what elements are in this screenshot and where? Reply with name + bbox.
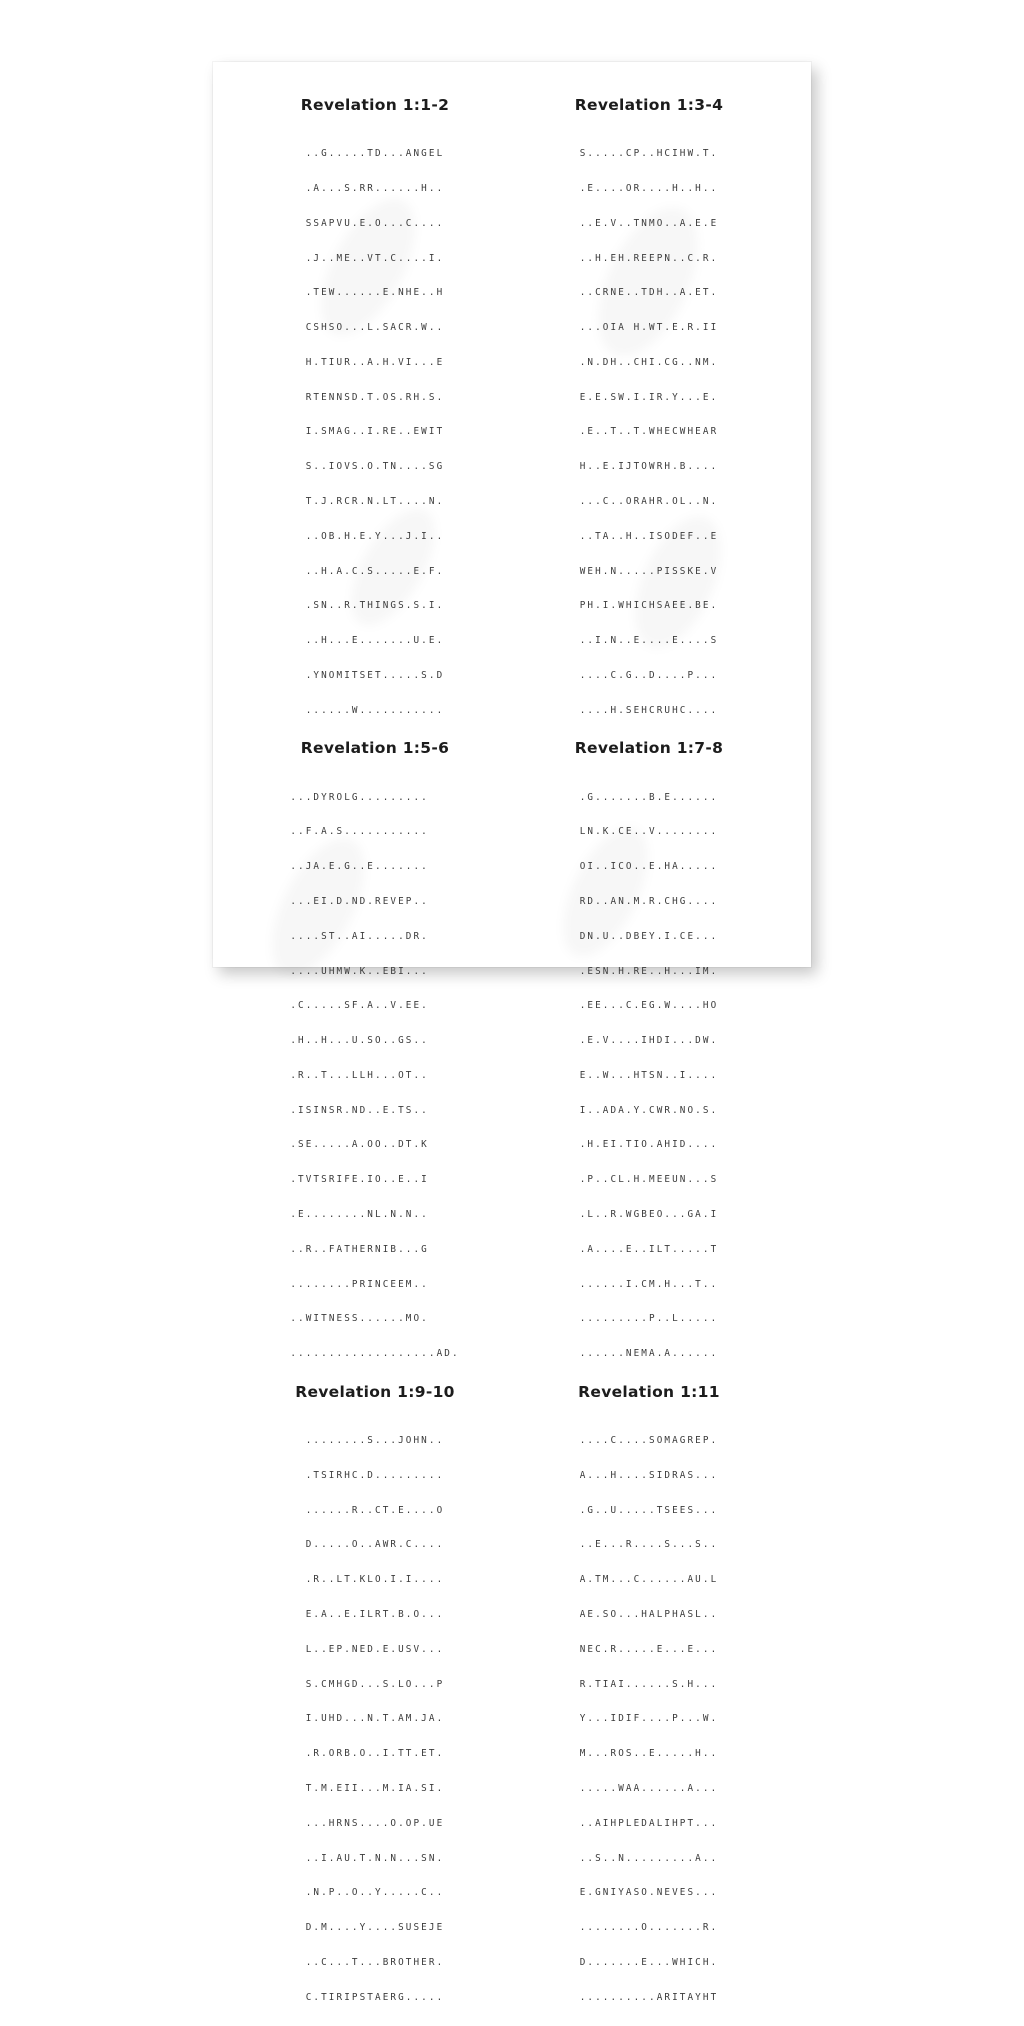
- grid-row: ..TA..H..ISODEF..E: [579, 530, 719, 542]
- grid-row: M...ROS..E.....H..: [579, 1748, 719, 1760]
- puzzle-block: [515, 96, 783, 739]
- grid-row: A.TM...C......AU.L: [579, 1574, 719, 1586]
- grid-row: ......I.CM.H...T..: [579, 1278, 719, 1290]
- grid-row: R.TIAI......S.H...: [579, 1678, 719, 1690]
- puzzle-title: Revelation 1:7-8: [574, 739, 724, 758]
- grid-row: ..R..FATHERNIB...G: [290, 1243, 429, 1255]
- grid-row: WEH.N.....PISSKE.V: [579, 565, 719, 577]
- grid-row: ..WITNESS......MO.: [290, 1313, 429, 1325]
- grid-row: CSHSO...L.SACR.W..: [305, 322, 445, 334]
- grid-row: D.....O..AWR.C....: [305, 1539, 445, 1551]
- puzzle-letter-grid: [290, 768, 459, 1382]
- grid-row: ........PRINCEEM..: [290, 1278, 429, 1290]
- grid-row: NEC.R.....E...E...: [579, 1643, 719, 1655]
- grid-row: .........P..L.....: [579, 1313, 719, 1325]
- puzzle-block: [515, 1383, 783, 2026]
- grid-row: .C.....SF.A..V.EE.: [290, 1000, 429, 1012]
- grid-row: PH.I.WHICHSAEE.BE.: [579, 600, 719, 612]
- grid-row: .TVTSRIFE.IO..E..I: [290, 1174, 429, 1186]
- grid-row: ....H.SEHCRUHC....: [579, 704, 719, 716]
- grid-row: ..H...E.......U.E.: [305, 635, 445, 647]
- grid-row: E.GNIYASO.NEVES...: [579, 1887, 719, 1899]
- grid-row: .N.DH..CHI.CG..NM.: [579, 356, 719, 368]
- grid-row: .EE...C.EG.W....HO: [579, 1000, 719, 1012]
- grid-row: .TEW......E.NHE..H: [305, 287, 445, 299]
- grid-row: ....ST..AI.....DR.: [290, 930, 429, 942]
- grid-row: ..JA.E.G..E.......: [290, 861, 429, 873]
- puzzle-letter-grid: [580, 125, 719, 739]
- puzzle-block: [241, 739, 509, 1382]
- grid-row: D.......E...WHICH.: [579, 1956, 719, 1968]
- grid-row: .J..ME..VT.C....I.: [305, 252, 445, 264]
- grid-row: ..F.A.S...........: [290, 826, 429, 838]
- grid-row: ..C...T...BROTHER.: [305, 1956, 445, 1968]
- puzzle-title: Revelation 1:9-10: [295, 1382, 455, 1401]
- grid-row: Y...IDIF....P...W.: [579, 1713, 719, 1725]
- grid-row: .R..T...LLH...OT..: [290, 1069, 429, 1081]
- grid-row: ..S..N.........A..: [579, 1852, 719, 1864]
- grid-row: .R..LT.KLO.I.I....: [305, 1574, 445, 1586]
- grid-row: ...C..ORAHR.OL..N.: [579, 496, 719, 507]
- puzzle-title: Revelation 1:5-6: [300, 739, 450, 758]
- grid-row: A...H....SIDRAS...: [579, 1469, 719, 1481]
- grid-row: .E........NL.N.N..: [290, 1209, 429, 1221]
- grid-row: .ESN.H.RE..H...IM.: [579, 965, 719, 977]
- grid-row: ...EI.D.ND.REVEP..: [290, 896, 429, 907]
- puzzle-title: Revelation 1:3-4: [574, 96, 724, 114]
- grid-row: S.CMHGD...S.LO...P: [305, 1678, 445, 1690]
- grid-row: ..H.EH.REEPN..C.R.: [579, 252, 719, 264]
- grid-row: ........S...JOHN..: [305, 1435, 445, 1447]
- grid-row: ......R..CT.E....O: [305, 1504, 445, 1516]
- grid-row: I..ADA.Y.CWR.NO.S.: [579, 1104, 719, 1116]
- grid-row: .P..CL.H.MEEUN...S: [579, 1174, 719, 1186]
- grid-row: ..........ARITAYHT: [579, 1991, 719, 2003]
- grid-row: .E....OR....H..H..: [579, 182, 719, 194]
- grid-row: .YNOMITSET.....S.D: [305, 669, 445, 681]
- grid-row: ....UHMW.K..EBI...: [290, 965, 429, 977]
- grid-row: L..EP.NED.E.USV...: [305, 1643, 445, 1655]
- grid-row: .G.......B.E......: [579, 791, 719, 803]
- grid-row: H.TIUR..A.H.VI...E: [305, 356, 445, 368]
- grid-row: OI..ICO..E.HA.....: [579, 861, 719, 873]
- puzzle-title: Revelation 1:11: [578, 1382, 720, 1401]
- grid-row: LN.K.CE..V........: [579, 826, 719, 838]
- grid-row: AE.SO...HALPHASL..: [579, 1609, 719, 1621]
- grid-row: ..G.....TD...ANGEL: [305, 148, 445, 160]
- grid-row: .H.EI.TIO.AHID....: [579, 1139, 719, 1151]
- grid-row: .E..T..T.WHECWHEAR: [579, 426, 719, 438]
- grid-row: ..E.V..TNMO..A.E.E: [579, 217, 719, 229]
- grid-row: S.....CP..HCIHW.T.: [579, 148, 719, 160]
- grid-row: ......W...........: [305, 704, 445, 716]
- grid-row: H..E.IJTOWRH.B....: [579, 461, 719, 473]
- grid-row: ..H.A.C.S.....E.F.: [305, 565, 445, 577]
- grid-row: .SN..R.THINGS.S.I.: [305, 600, 445, 612]
- puzzle-block: [241, 96, 509, 739]
- grid-row: .H..H...U.SO..GS..: [290, 1035, 429, 1047]
- puzzle-grid-container: [213, 62, 811, 2003]
- grid-row: C.TIRIPSTAERG.....: [305, 1991, 445, 2003]
- grid-row: ..AIHPLEDALIHPT...: [579, 1817, 719, 1829]
- grid-row: .ISINSR.ND..E.TS..: [290, 1104, 429, 1116]
- grid-row: I.UHD...N.T.AM.JA.: [305, 1713, 445, 1725]
- grid-row: .TSIRHC.D.........: [305, 1469, 445, 1481]
- grid-row: ....C.G..D....P...: [579, 669, 719, 681]
- puzzle-block: [515, 739, 783, 1382]
- puzzle-letter-grid: [306, 125, 445, 739]
- grid-row: RTENNSD.T.OS.RH.S.: [305, 391, 445, 403]
- grid-row: .R.ORB.O..I.TT.ET.: [305, 1748, 445, 1760]
- grid-row: E.A..E.ILRT.B.O...: [305, 1609, 445, 1621]
- grid-row: ..I.N..E....E....S: [579, 635, 719, 647]
- grid-row: .SE.....A.OO..DT.K: [290, 1139, 429, 1151]
- grid-row: ..OB.H.E.Y...J.I..: [305, 530, 445, 542]
- grid-row: D.M....Y....SUSEJE: [305, 1922, 445, 1934]
- grid-row: DN.U..DBEY.I.CE...: [579, 930, 719, 942]
- grid-row: .E.V....IHDI...DW.: [579, 1035, 719, 1047]
- grid-row: ....C....SOMAGREP.: [579, 1435, 719, 1447]
- puzzle-letter-grid: [580, 1412, 719, 2026]
- worksheet-sheet: [213, 62, 811, 2003]
- grid-row: ......NEMA.A......: [579, 1348, 719, 1360]
- grid-row: .A....E..ILT.....T: [579, 1243, 719, 1255]
- grid-row: .....WAA......A...: [579, 1782, 719, 1794]
- grid-row: T.J.RCR.N.LT....N.: [305, 496, 445, 507]
- puzzle-title: Revelation 1:1-2: [300, 96, 450, 114]
- grid-row: ..E...R....S...S..: [579, 1539, 719, 1551]
- puzzle-letter-grid: [306, 1412, 445, 2026]
- grid-row: ...DYROLG.........: [290, 791, 429, 803]
- puzzle-letter-grid: [580, 768, 719, 1382]
- puzzle-block: [241, 1383, 509, 2026]
- grid-row: E.E.SW.I.IR.Y...E.: [579, 391, 719, 403]
- grid-row: RD..AN.M.R.CHG....: [579, 896, 719, 907]
- grid-row: ...HRNS....O.OP.UE: [305, 1817, 445, 1829]
- grid-row: T.M.EII...M.IA.SI.: [305, 1782, 445, 1794]
- grid-row: ...OIA H.WT.E.R.II: [579, 322, 719, 334]
- grid-row: SSAPVU.E.O...C....: [305, 217, 445, 229]
- grid-row: ..I.AU.T.N.N...SN.: [305, 1852, 445, 1864]
- grid-row: .N.P..O..Y.....C..: [305, 1887, 445, 1899]
- grid-row: ........O.......R.: [579, 1922, 719, 1934]
- grid-row: .G..U.....TSEES...: [579, 1504, 719, 1516]
- grid-row: S..IOVS.O.TN....SG: [305, 461, 445, 473]
- grid-row: I.SMAG..I.RE..EWIT: [305, 426, 445, 438]
- grid-row: ...................AD.: [290, 1348, 460, 1360]
- grid-row: .L..R.WGBEO...GA.I: [579, 1209, 719, 1221]
- grid-row: E..W...HTSN..I....: [579, 1069, 719, 1081]
- grid-row: ..CRNE..TDH..A.ET.: [579, 287, 719, 299]
- grid-row: .A...S.RR......H..: [305, 182, 445, 194]
